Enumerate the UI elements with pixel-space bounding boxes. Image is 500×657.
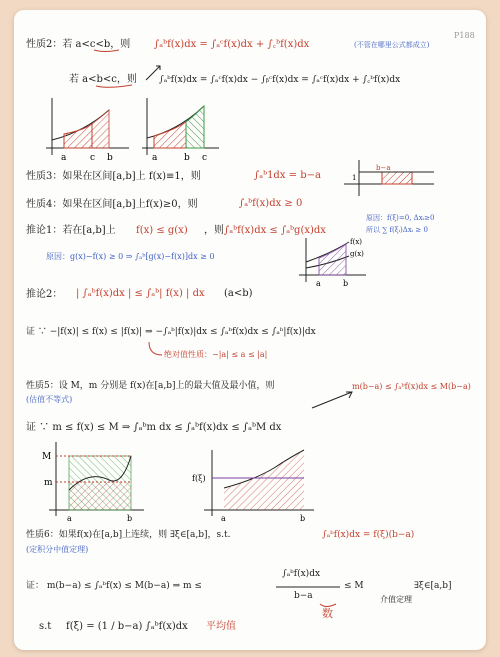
absolute-value-property: 绝对值性质：−|a| ≤ a ≤ |a|	[164, 350, 268, 359]
label-b-minus-a: b−a	[376, 164, 391, 172]
proof-3-right: ≤ M	[344, 581, 364, 591]
figure-comparison	[299, 238, 366, 288]
label-c2: c	[202, 153, 208, 163]
label-fxi: f(ξ)	[192, 474, 206, 483]
property-2-title: 性质2：若 a<c<b，则	[26, 39, 131, 50]
label-M: M	[42, 452, 52, 462]
label-b3: b	[343, 279, 349, 288]
property-5-name: (估值不等式)	[26, 395, 73, 404]
property-6-formula: ∫ₐᵇf(x)dx = f(ξ)(b−a)	[322, 530, 415, 540]
property-2-note: (不管在哪里公式都成立)	[354, 41, 430, 49]
proof-2: 证 ∵ m ≤ f(x) ≤ M ⇒ ∫ₐᵇm dx ≤ ∫ₐᵇf(x)dx ≤ ∫ₐᵇM dx	[26, 422, 282, 433]
page-number: P188	[454, 31, 475, 40]
label-fx: f(x)	[350, 238, 363, 246]
st-label: s.t	[39, 621, 52, 632]
proof-3-theorem: 介值定理	[380, 595, 412, 604]
label-m: m	[44, 478, 53, 488]
proof-3-left: 证： m(b−a) ≤ ∫ₐᵇf(x) ≤ M(b−a) ⇒ m ≤	[26, 581, 202, 591]
proof-3-tag: 数	[322, 607, 333, 620]
average-value-tag: 平均值	[206, 621, 236, 632]
figure-mean-value	[192, 450, 314, 523]
figure-interval-extend	[142, 98, 219, 163]
inference-2-formula: | ∫ₐᵇf(x)dx | ≤ ∫ₐᵇ| f(x) | dx	[76, 288, 205, 299]
figure-estimation	[42, 442, 144, 523]
inference-1-reason: 原因：g(x)−f(x) ≥ 0 ⇒ ∫ₐᵇ[g(x)−f(x)]dx ≥ 0	[46, 252, 215, 261]
figure-unit-integrand	[344, 160, 434, 196]
inference-1-title: 推论1：若在[a,b]上	[26, 225, 116, 236]
label-a1: a	[61, 153, 67, 163]
side-reason-2: 所以 ∑ f(ξᵢ)Δxᵢ ≥ 0	[366, 226, 428, 234]
figure-interval-split	[46, 98, 129, 163]
proof-3-numerator: ∫ₐᵇf(x)dx	[282, 569, 321, 579]
label-a4: a	[67, 514, 72, 523]
property-6-name: (定积分中值定理)	[26, 545, 89, 554]
label-b4: b	[127, 514, 133, 523]
label-b2: b	[184, 153, 190, 163]
property-6-title: 性质6：如果f(x)在[a,b]上连续，则 ∃ξ∈[a,b]，s.t.	[26, 530, 231, 540]
label-b5: b	[300, 514, 306, 523]
inference-2-title: 推论2：	[26, 289, 63, 300]
inference-1-condition: f(x) ≤ g(x)	[136, 225, 188, 236]
label-one: 1	[352, 174, 357, 182]
property-2b-condition: 若 a<b<c，则	[69, 74, 137, 85]
inference-2-condition: (a<b)	[224, 288, 253, 299]
proof-1: 证 ∵ −|f(x)| ≤ f(x) ≤ |f(x)| ⇒ −∫ₐᵇ|f(x)|dx ≤ ∫ₐᵇf(x)dx ≤ ∫ₐᵇ|f(x)|dx	[26, 327, 316, 337]
notes-page	[14, 10, 486, 650]
property-3-title: 性质3：如果在区间[a,b]上 f(x)≡1，则	[26, 171, 201, 182]
inference-1-then: ，则	[204, 225, 224, 236]
label-gx: g(x)	[350, 250, 364, 258]
property-4-formula: ∫ₐᵇf(x)dx ≥ 0	[239, 198, 303, 209]
proof-3-result: ∃ξ∈[a,b]	[414, 581, 452, 591]
label-a5: a	[221, 514, 226, 523]
label-a3: a	[316, 279, 321, 288]
property-5-title: 性质5：设 M，m 分别是 f(x)在[a,b]上的最大值及最小值，则	[26, 381, 275, 391]
label-b1: b	[107, 153, 113, 163]
property-2b-formula: ∫ₐᵇf(x)dx = ∫ₐᶜf(x)dx − ∫ᵦᶜf(x)dx = ∫ₐᶜf(x)dx + ∫꜀ᵇf(x)dx	[159, 75, 401, 85]
property-2-formula: ∫ₐᵇf(x)dx = ∫ₐᶜf(x)dx + ∫꜀ᵇf(x)dx	[154, 39, 310, 50]
property-4-title: 性质4：如果在区间[a,b]上f(x)≥0，则	[26, 199, 198, 210]
property-5-formula: m(b−a) ≤ ∫ₐᵇf(x)dx ≤ M(b−a)	[352, 382, 471, 391]
inference-1-formula: ∫ₐᵇf(x)dx ≤ ∫ₐᵇg(x)dx	[224, 225, 326, 236]
label-c1: c	[90, 153, 96, 163]
side-reason-1: 原因：f(ξ)=0, Δxᵢ≥0	[366, 214, 435, 222]
mean-value-formula: f(ξ) = (1 / b−a) ∫ₐᵇf(x)dx	[66, 621, 188, 632]
label-a2: a	[152, 153, 158, 163]
proof-3-denominator: b−a	[294, 591, 313, 601]
hand-drawn-figures	[14, 10, 486, 650]
property-3-formula: ∫ₐᵇ1dx = b−a	[254, 170, 321, 181]
